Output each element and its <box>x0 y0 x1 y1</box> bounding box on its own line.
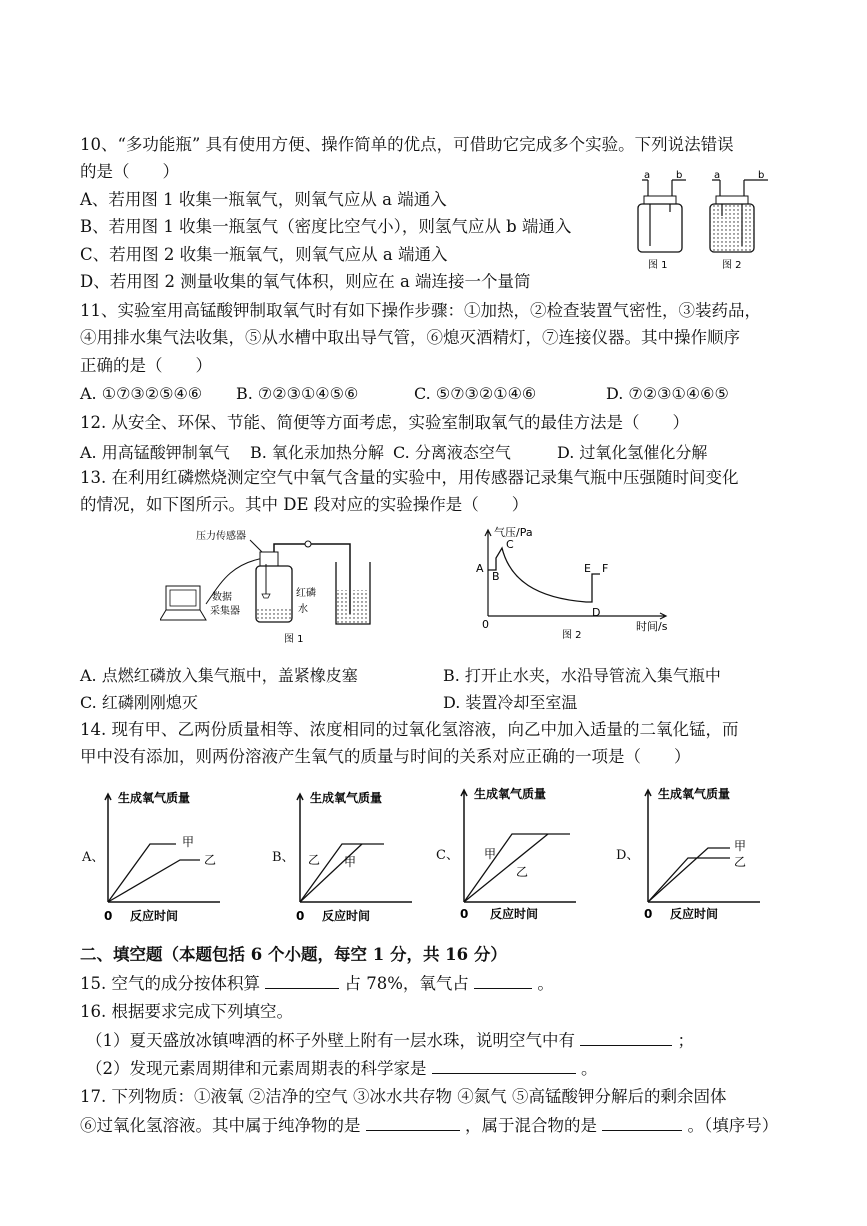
graph-d-jia: 甲 <box>734 839 747 853</box>
point-d: D <box>592 606 601 619</box>
graph-b-ylabel: 生成氧气质量 <box>310 791 383 805</box>
graph-d <box>636 784 786 924</box>
q13-pressure-graph <box>466 524 686 642</box>
q16-sub2: （2）发现元素周期律和元素周期表的科学家是 <box>86 1059 427 1078</box>
q15-blank-2[interactable] <box>474 972 532 989</box>
graph-c-ylabel: 生成氧气质量 <box>474 787 547 801</box>
q14-stem-line2: 甲中没有添加，则两份溶液产生氧气的质量与时间的关系对应正确的一项是（ ） <box>80 747 691 766</box>
graph-b-yi: 乙 <box>308 853 321 867</box>
graph-a-xlabel: 反应时间 <box>130 909 179 923</box>
bottle-1 <box>638 170 686 252</box>
graph-a-jia: 甲 <box>182 835 195 849</box>
fig1-b-label: b <box>676 170 683 181</box>
graph-d-origin: 0 <box>644 907 653 921</box>
q17-blank-mixture[interactable] <box>602 1114 682 1131</box>
q17-blank-pure[interactable] <box>366 1114 460 1131</box>
q16-sub1-end: ； <box>677 1031 694 1050</box>
fig1-a-label: a <box>644 170 651 181</box>
q13-option-b: B. 打开止水夹，水沿导管流入集气瓶中 <box>443 666 721 685</box>
graph-c-letter: C、 <box>436 848 459 863</box>
q11-option-b: B. ⑦②③①④⑤⑥ <box>236 384 359 403</box>
phosphorus-label: 红磷 <box>296 588 316 599</box>
pressure-axis-label: 气压/Pa <box>494 526 533 539</box>
graph-c-xlabel: 反应时间 <box>490 907 539 921</box>
point-c: C <box>506 538 514 551</box>
graph-a-letter: A、 <box>82 850 105 865</box>
q12-option-c: C. 分离液态空气 <box>393 443 511 462</box>
graph-b-jia: 甲 <box>344 855 357 869</box>
q16-stem: 16. 根据要求完成下列填空。 <box>80 1002 293 1021</box>
q11-stem-line1: 11、实验室用高锰酸钾制取氧气时有如下操作步骤：①加热，②检查装置气密性，③装药品， <box>80 301 761 320</box>
graph-b-origin: 0 <box>296 909 305 923</box>
data-collector-label-1: 数据 <box>212 592 232 603</box>
section-2-title: 二、填空题（本题包括 6 个小题，每空 1 分，共 16 分） <box>80 945 507 964</box>
q16-blank-2[interactable] <box>432 1057 576 1074</box>
q10-option-c: C、若用图 2 收集一瓶氧气，则氧气应从 a 端通入 <box>80 245 448 264</box>
graph-c-yi: 乙 <box>516 865 529 879</box>
q13-apparatus-figure <box>160 524 380 646</box>
point-a: A <box>476 562 484 575</box>
q15-part3: 。 <box>537 974 554 993</box>
graph-a <box>96 784 246 924</box>
graph-b-letter: B、 <box>272 850 295 865</box>
q13-option-d: D. 装置冷却至室温 <box>443 693 578 712</box>
q16-sub2-end: 。 <box>581 1059 598 1078</box>
q12-option-b: B. 氧化汞加热分解 <box>250 443 384 462</box>
q17-line2 <box>80 1114 778 1137</box>
graph-d-yi: 乙 <box>734 855 747 869</box>
graph-b <box>288 784 438 924</box>
q17-part-c: 。（填序号） <box>687 1116 779 1135</box>
q13-option-a: A. 点燃红磷放入集气瓶中，盖紧橡皮塞 <box>80 666 358 685</box>
q13-stem-line1: 13. 在利用红磷燃烧测定空气中氧气含量的实验中，用传感器记录集气瓶中压强随时间变化 <box>80 468 739 487</box>
q13-stem-line2: 的情况，如下图所示。其中 DE 段对应的实验操作是（ ） <box>80 495 529 514</box>
q10-option-d: D、若用图 2 测量收集的氧气体积，则应在 a 端连接一个量筒 <box>80 272 531 291</box>
graph-d-letter: D、 <box>616 848 640 863</box>
water-label: 水 <box>298 604 308 615</box>
pressure-graph-caption: 图 2 <box>562 630 582 641</box>
q15-blank-1[interactable] <box>265 972 339 989</box>
graph-a-ylabel: 生成氧气质量 <box>118 791 191 805</box>
graph-d-ylabel: 生成氧气质量 <box>658 787 731 801</box>
laptop-icon <box>160 586 206 620</box>
graph-a-yi: 乙 <box>204 853 217 867</box>
fig1-caption: 图 1 <box>648 260 668 271</box>
q17-part-b: ，属于混合物的是 <box>465 1116 597 1135</box>
q10-stem-line1: 10、“多功能瓶” 具有使用方便、操作简单的优点，可借助它完成多个实验。下列说法错误 <box>80 135 734 154</box>
q17-line1: 17. 下列物质：①液氧 ②洁净的空气 ③冰水共存物 ④氮气 ⑤高锰酸钾分解后的剩余固体 <box>80 1087 727 1106</box>
fig2-b-label: b <box>758 170 765 181</box>
q16-sub2-line <box>86 1057 598 1080</box>
graph-c-origin: 0 <box>460 907 469 921</box>
q11-option-a: A. ①⑦③②⑤④⑥ <box>80 384 203 403</box>
q11-stem-line2: ④用排水集气法收集，⑤从水槽中取出导气管，⑥熄灭酒精灯，⑦连接仪器。其中操作顺序 <box>80 328 740 347</box>
graph-b-xlabel: 反应时间 <box>322 909 371 923</box>
point-e: E <box>584 562 591 575</box>
q16-sub1: （1）夏天盛放冰镇啤酒的杯子外壁上附有一层水珠，说明空气中有 <box>86 1031 575 1050</box>
apparatus-caption: 图 1 <box>284 634 304 645</box>
q11-option-d: D. ⑦②③①④⑥⑤ <box>606 384 729 403</box>
q10-multifunction-bottle-figures <box>628 168 778 276</box>
point-b: B <box>492 570 500 583</box>
q13-option-c: C. 红磷刚刚熄灭 <box>80 693 198 712</box>
graph-c-jia: 甲 <box>484 847 497 861</box>
q10-stem-line2: 的是（ ） <box>80 162 179 181</box>
q15-part1: 15. 空气的成分按体积算 <box>80 974 260 993</box>
q15-part2: 占 78%，氧气占 <box>344 974 469 993</box>
q12-option-d: D. 过氧化氢催化分解 <box>557 443 708 462</box>
q11-option-c: C. ⑤⑦③②①④⑥ <box>414 384 537 403</box>
data-collector-label-2: 采集器 <box>210 606 240 617</box>
q12-stem: 12. 从安全、环保、节能、简便等方面考虑，实验室制取氧气的最佳方法是（ ） <box>80 413 689 432</box>
q16-sub1-line <box>86 1029 694 1052</box>
graph-origin: 0 <box>482 618 489 631</box>
point-f: F <box>602 562 609 575</box>
q11-stem-line3: 正确的是（ ） <box>80 356 212 375</box>
time-axis-label: 时间/s <box>636 620 668 633</box>
graph-d-xlabel: 反应时间 <box>670 907 719 921</box>
fig2-caption: 图 2 <box>722 260 742 271</box>
q15-line <box>80 972 554 995</box>
q10-option-a: A、若用图 1 收集一瓶氧气，则氧气应从 a 端通入 <box>80 190 447 209</box>
q10-option-b: B、若用图 1 收集一瓶氢气（密度比空气小），则氢气应从 b 端通入 <box>80 217 572 236</box>
q16-blank-1[interactable] <box>580 1029 672 1046</box>
graph-c <box>452 784 602 924</box>
bottle-2 <box>710 170 768 252</box>
q17-part-a: ⑥过氧化氢溶液。其中属于纯净物的是 <box>80 1116 361 1135</box>
fig2-a-label: a <box>714 170 721 181</box>
q14-stem-line1: 14. 现有甲、乙两份质量相等、浓度相同的过氧化氢溶液，向乙中加入适量的二氧化锰，而 <box>80 720 739 739</box>
q12-option-a: A. 用高锰酸钾制氧气 <box>80 443 230 462</box>
graph-a-origin: 0 <box>104 909 113 923</box>
pressure-sensor-label: 压力传感器 <box>196 531 246 542</box>
